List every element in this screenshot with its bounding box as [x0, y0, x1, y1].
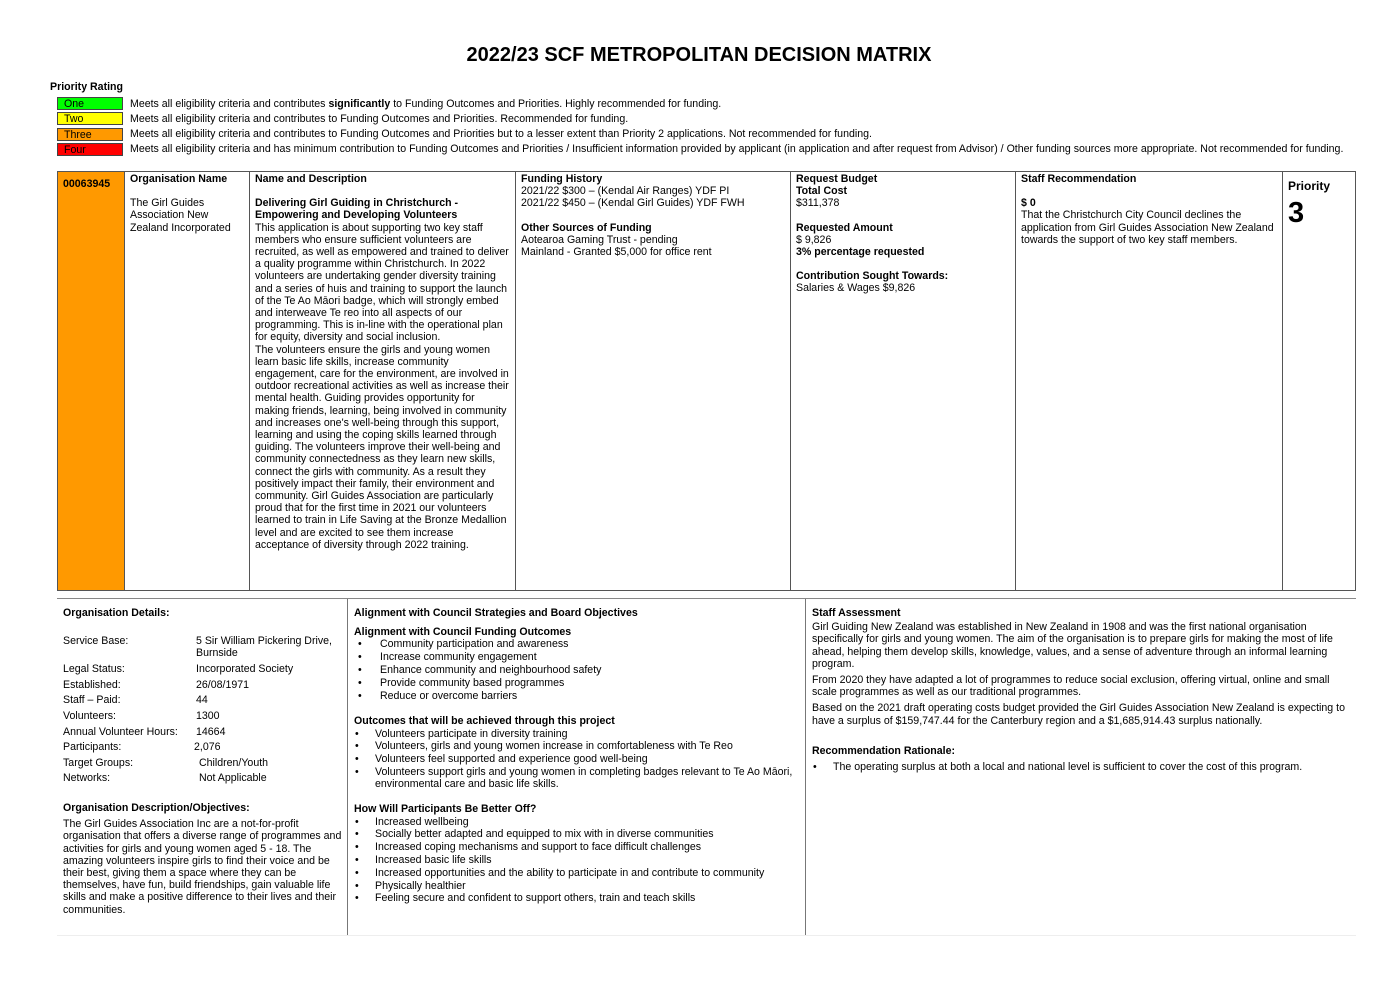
list-item: • Volunteers participate in diversity training	[354, 728, 799, 741]
detail-label: Service Base:	[63, 635, 129, 648]
better-off-list	[354, 816, 799, 906]
project-outcomes-list	[354, 728, 799, 791]
other-funding-heading: Other Sources of Funding	[521, 221, 652, 234]
detail-label: Legal Status:	[63, 663, 125, 676]
request-budget-cell	[791, 172, 1016, 590]
legend-desc-two: Meets all eligibility criteria and contributes to Funding Outcomes and Priorities. Recommended for funding.	[130, 112, 629, 125]
organisation-details	[63, 599, 343, 935]
list-item: • Increased basic life skills	[354, 854, 799, 867]
priority-label: Priority	[1288, 179, 1331, 193]
legend-swatch-three: Three	[57, 128, 123, 141]
funding-history-cell	[516, 172, 791, 590]
detail-row-established	[63, 679, 343, 695]
requested-amount-value: $ 9,826	[796, 233, 832, 246]
detail-value: 26/08/1971	[196, 678, 250, 691]
legend-row-four	[57, 142, 1343, 157]
detail-label: Established:	[63, 678, 121, 691]
legend-swatch-two: Two	[57, 112, 123, 125]
list-item: • Feeling secure and confident to support others, train and teach skills	[354, 892, 799, 905]
list-item: • Provide community based programmes	[357, 677, 799, 690]
detail-label: Target Groups:	[63, 756, 134, 769]
list-item: • Increase community engagement	[357, 651, 799, 664]
priority-value: 3	[1288, 197, 1305, 230]
detail-row-volunteers	[63, 710, 343, 726]
staff-assessment-para: Girl Guiding New Zealand was established in New Zealand in 1908 and was the first national organisation specifically for girls and young women. The aim of the organisation is to prepare girls for making the most of life ahead, helping them develop skills, knowledge, values, and a sense of adventure through an informal learning program.	[812, 621, 1333, 670]
recommended-amount: $ 0	[1021, 197, 1036, 210]
funding-history-heading: Funding History	[521, 173, 603, 185]
detail-label: Participants:	[63, 741, 122, 754]
application-id: 00063945	[63, 178, 111, 190]
list-item: • Reduce or overcome barriers	[357, 690, 799, 703]
name-description-cell	[250, 172, 516, 590]
legend-desc-text: Meets all eligibility criteria and contributes	[130, 97, 329, 110]
legend-row-one	[57, 96, 1343, 111]
priority-rating-heading: Priority Rating	[50, 81, 123, 93]
requested-amount-label: Requested Amount	[796, 221, 893, 234]
legend-row-two	[57, 111, 1343, 126]
organisation-details-heading: Organisation Details:	[63, 607, 170, 619]
page-title: 2022/23 SCF METROPOLITAN DECISION MATRIX	[466, 44, 932, 66]
detail-row-service-base	[63, 635, 343, 663]
detail-label: Volunteers:	[63, 709, 117, 722]
detail-label: Annual Volunteer Hours:	[63, 725, 178, 738]
funding-history-item: 2021/22 $300 – (Kendal Air Ranges) YDF PI	[521, 185, 730, 198]
organisation-name: The Girl Guides Association New Zealand Incorporated	[130, 197, 231, 234]
list-item: • Increased wellbeing	[354, 816, 799, 829]
list-item: • Physically healthier	[354, 880, 799, 893]
detail-row-participants	[63, 741, 343, 757]
legend-desc-text: to Funding Outcomes and Priorities. Highly recommended for funding.	[390, 97, 722, 110]
detail-value: 5 Sir William Pickering Drive, Burnside	[196, 635, 332, 660]
total-cost-label: Total Cost	[796, 185, 848, 198]
detail-row-staff-paid	[63, 694, 343, 710]
detail-row-target-groups	[63, 757, 343, 773]
application-id-cell	[58, 172, 125, 590]
staff-assessment-heading: Staff Assessment	[812, 607, 901, 619]
other-funding-item: Aotearoa Gaming Trust - pending	[521, 233, 678, 246]
detail-label: Staff – Paid:	[63, 694, 121, 707]
list-item: • Enhance community and neighbourhood safety	[357, 664, 799, 677]
staff-recommendation-heading: Staff Recommendation	[1021, 173, 1137, 185]
contribution-label: Contribution Sought Towards:	[796, 270, 949, 283]
detail-row-legal-status	[63, 663, 343, 679]
funding-outcomes-list	[354, 638, 799, 702]
details-section	[57, 598, 1356, 936]
alignment-section	[354, 599, 799, 935]
total-cost-value: $311,378	[796, 197, 840, 210]
legend-desc-four: Meets all eligibility criteria and has minimum contribution to Funding Outcomes and Priorities / Insufficient information provided by applicant (in application and after request from Advisor) / Other funding sources more appropriate. Not recommended for funding.	[130, 143, 1344, 156]
staff-assessment-para: Based on the 2021 draft operating costs budget provided the Girl Guides Association New Zealand is expecting to have a surplus of $159,747.44 for the Canterbury region and a $1,685,914.43 surplus nationally.	[812, 702, 1345, 727]
detail-row-volunteer-hours	[63, 726, 343, 742]
list-item: • The operating surplus at both a local and national level is sufficient to cover the cost of this program.	[812, 761, 1352, 773]
organisation-name-heading: Organisation Name	[130, 173, 228, 185]
legend-desc-three: Meets all eligibility criteria and contributes to Funding Outcomes and Priorities but to a lesser extent than Priority 2 applications. Not recommended for funding.	[130, 128, 872, 141]
funding-history-item: 2021/22 $450 – (Kendal Girl Guides) YDF FWH	[521, 197, 745, 210]
detail-value: Not Applicable	[196, 772, 267, 785]
detail-value: 14664	[196, 725, 226, 738]
list-item: • Increased coping mechanisms and support to face difficult challenges	[354, 841, 799, 854]
list-item: • Community participation and awareness	[357, 638, 799, 651]
legend-swatch-four: Four	[57, 143, 123, 156]
recommendation-rationale-heading: Recommendation Rationale:	[812, 744, 956, 757]
list-item: • Increased opportunities and the ability to participate in and contribute to community	[354, 867, 799, 880]
project-title: Delivering Girl Guiding in Christchurch - Empowering and Developing Volunteers	[255, 197, 459, 222]
detail-value: 44	[196, 694, 208, 707]
staff-recommendation-text: That the Christchurch City Council declines the application from Girl Guides Association New Zealand towards the support of two key staff members.	[1021, 209, 1274, 246]
staff-assessment-para: From 2020 they have adapted a lot of programmes to reduce social exclusion, offering virtual, online and small scale programmes as well as our traditional programmes.	[812, 674, 1330, 699]
project-description-para: The volunteers ensure the girls and young women learn basic life skills, increase community engagement, care for the environment, are involved in outdoor recreational activities as well as increase their mental health. Guiding provides opportunity for making friends, learning, being involved in community and increases one's well-being through this support, learning and using the coping skills learned through guiding. The volunteers improve their well-being and community connectedness as they learn new skills, connect the girls with community. As a result they positively impact their family, their environment and community. Girl Guides Association are particularly proud that for the first time in 2021 our volunteers learned to train in Life Saving at the Bronze Medallion level and are excited to see them increase acceptance of diversity through 2022 training.	[255, 343, 509, 551]
project-description-para: This application is about supporting two key staff members who ensure sufficient volunteers are recruited, as well as empowered and trained to deliver a quality programme within Christchurch. In 2022 volunteers are undertaking gender diversity training and a series of huis and training to support the launch of the Te Ao Māori badge, which will strongly embed and interweave Te reo into all aspects of our programming. This is in-line with the operational plan for equity, diversity and social inclusion.	[255, 221, 509, 344]
name-description-heading: Name and Description	[255, 173, 367, 185]
list-item: • Socially better adapted and equipped to mix with in diverse communities	[354, 828, 799, 841]
detail-row-networks	[63, 772, 343, 788]
other-funding-item: Mainland - Granted $5,000 for office rent	[521, 246, 712, 259]
detail-value: 1300	[196, 709, 220, 722]
application-table	[57, 171, 1356, 591]
rationale-list	[812, 761, 1352, 773]
detail-value: Children/Youth	[196, 756, 269, 769]
organisation-description-heading: Organisation Description/Objectives:	[63, 801, 250, 814]
contribution-value: Salaries & Wages $9,826	[796, 282, 916, 295]
project-outcomes-heading: Outcomes that will be achieved through this project	[354, 715, 615, 728]
list-item: • Volunteers feel supported and experience good well-being	[354, 753, 799, 766]
legend-desc-emphasis: significantly	[328, 97, 391, 110]
legend-swatch-one: One	[57, 97, 123, 110]
percentage-requested: 3% percentage requested	[796, 246, 925, 259]
detail-value: Incorporated Society	[196, 663, 294, 676]
request-budget-heading: Request Budget	[796, 173, 878, 185]
legend-row-three	[57, 127, 1343, 142]
staff-assessment-section	[812, 599, 1352, 935]
staff-recommendation-cell	[1016, 172, 1283, 590]
list-item: • Volunteers, girls and young women increase in comfortableness with Te Reo	[354, 740, 799, 753]
priority-legend	[57, 96, 1343, 157]
organisation-description: The Girl Guides Association Inc are a not-for-profit organisation that offers a diverse range of programmes and activities for girls and young women aged 5 - 18. The amazing volunteers inspire girls to find their voice and be their best, giving them a space where they can be themselves, have fun, build friendships, gain valuable life skills and make a positive difference to their lives and their communities.	[63, 818, 342, 916]
alignment-heading: Alignment with Council Strategies and Board Objectives	[354, 607, 638, 619]
organisation-name-cell	[125, 172, 250, 590]
detail-value: 2,076	[194, 741, 221, 754]
better-off-heading: How Will Participants Be Better Off?	[354, 803, 537, 816]
priority-cell	[1283, 172, 1355, 590]
funding-outcomes-heading: Alignment with Council Funding Outcomes	[354, 626, 572, 639]
detail-label: Networks:	[63, 772, 111, 785]
list-item: • Volunteers support girls and young women in completing badges relevant to Te Ao Māori, environmental care and basic life skills.	[354, 766, 799, 790]
legend-desc-one	[123, 98, 721, 110]
